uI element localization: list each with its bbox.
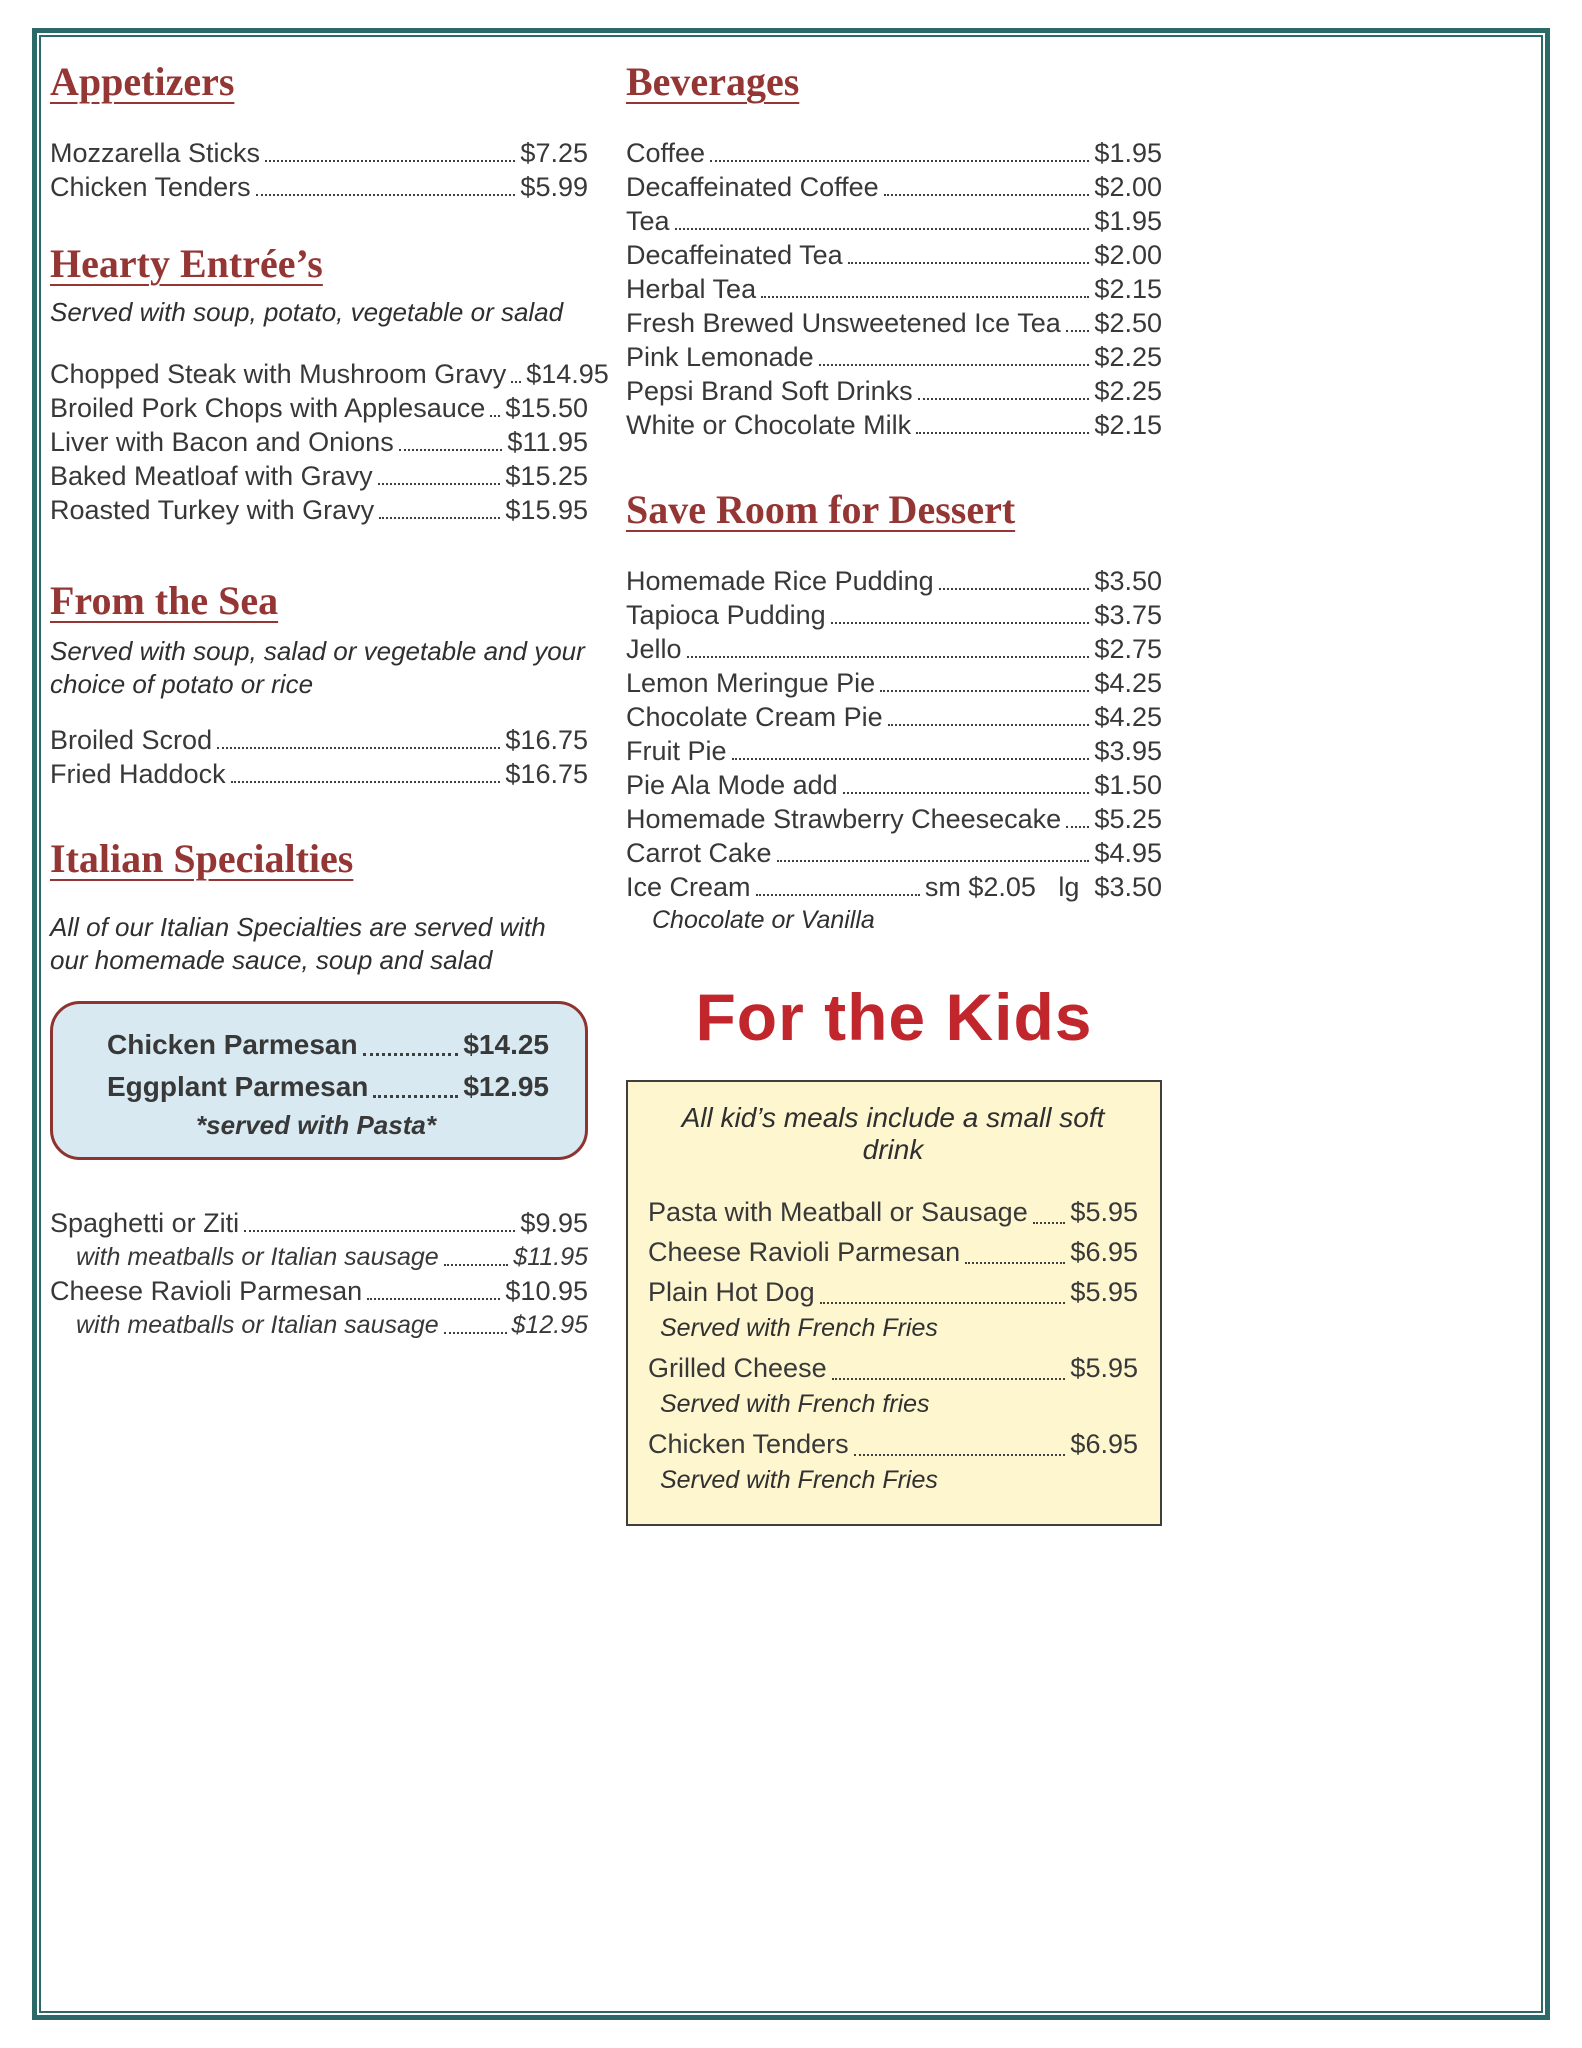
menu-item xyxy=(626,802,1162,836)
menu-item xyxy=(648,1272,1138,1312)
dot-leader xyxy=(399,449,503,451)
item-price: $12.95 xyxy=(463,1071,549,1102)
item-price: $5.95 xyxy=(1070,1353,1138,1383)
menu-item xyxy=(648,1424,1138,1464)
item-name: Broiled Pork Chops with Applesauce xyxy=(50,393,486,423)
item-name: Chopped Steak with Mushroom Gravy xyxy=(50,359,507,389)
dot-leader xyxy=(675,228,1090,230)
menu-item xyxy=(50,170,588,204)
item-price: $5.25 xyxy=(1094,804,1162,834)
right-column xyxy=(626,58,1162,1526)
section-beverages xyxy=(626,58,1162,442)
italian-box-items xyxy=(83,1024,549,1108)
menu-item xyxy=(50,1308,588,1342)
italian-specialties-box xyxy=(50,1001,588,1160)
dot-leader xyxy=(848,262,1090,264)
hearty-entrees-items xyxy=(50,357,609,527)
item-name: Pie Ala Mode add xyxy=(626,770,838,800)
kids-box-note: All kid’s meals include a small soft drink xyxy=(681,1102,1105,1165)
menu-item xyxy=(626,170,1162,204)
item-name: Cheese Ravioli Parmesan xyxy=(648,1237,961,1267)
menu-item xyxy=(626,306,1162,340)
section-hearty-entrees xyxy=(50,240,609,527)
menu-item xyxy=(626,564,1162,598)
item-price: $2.00 xyxy=(1094,240,1162,270)
dot-leader xyxy=(777,860,1090,862)
dot-leader xyxy=(710,160,1089,162)
item-name: with meatballs or Italian sausage xyxy=(76,1311,439,1339)
item-name: Jello xyxy=(626,634,682,664)
item-price: $2.15 xyxy=(1094,274,1162,304)
desserts-heading: Save Room for Dessert xyxy=(626,487,1016,532)
item-name: Liver with Bacon and Onions xyxy=(50,427,394,457)
beverages-items xyxy=(626,136,1162,442)
item-price: $4.25 xyxy=(1094,668,1162,698)
item-name: Herbal Tea xyxy=(626,274,757,304)
kids-box xyxy=(626,1080,1162,1526)
item-name: Roasted Turkey with Gravy xyxy=(50,495,375,525)
dot-leader xyxy=(843,792,1090,794)
dot-leader xyxy=(444,1332,507,1334)
item-name: Tea xyxy=(626,206,670,236)
item-name: Carrot Cake xyxy=(626,838,772,868)
menu-item xyxy=(50,493,588,527)
item-name: Fresh Brewed Unsweetened Ice Tea xyxy=(626,308,1061,338)
item-price: $12.95 xyxy=(511,1311,588,1339)
item-name: Cheese Ravioli Parmesan xyxy=(50,1276,363,1306)
dot-leader xyxy=(256,194,516,196)
item-price: $1.95 xyxy=(1094,138,1162,168)
dot-leader xyxy=(373,1095,458,1098)
item-name: Pasta with Meatball or Sausage xyxy=(648,1197,1028,1227)
kids-title: For the Kids xyxy=(695,980,1093,1054)
item-price: $10.95 xyxy=(505,1276,588,1306)
item-note: Chocolate or Vanilla xyxy=(652,906,875,934)
dot-leader xyxy=(831,622,1090,624)
item-price: $1.95 xyxy=(1094,206,1162,236)
italian-box-note: *served with Pasta* xyxy=(196,1110,436,1140)
item-name: Fried Haddock xyxy=(50,759,226,789)
menu-item xyxy=(83,1024,549,1066)
dot-leader xyxy=(916,432,1089,434)
dot-leader xyxy=(819,364,1090,366)
item-price: $16.75 xyxy=(505,759,588,789)
item-price: $11.95 xyxy=(507,427,588,457)
hearty-entrees-heading: Hearty Entrée’s xyxy=(50,241,323,286)
dot-leader xyxy=(1033,1222,1066,1224)
item-name: Plain Hot Dog xyxy=(648,1277,815,1307)
item-name: Decaffeinated Coffee xyxy=(626,172,879,202)
item-name: Grilled Cheese xyxy=(648,1353,827,1383)
dot-leader xyxy=(244,1230,515,1232)
italian-specialties-heading: Italian Specialties xyxy=(50,836,354,881)
dot-leader xyxy=(918,398,1090,400)
item-name: Pepsi Brand Soft Drinks xyxy=(626,376,913,406)
dot-leader xyxy=(880,690,1089,692)
menu-item xyxy=(626,700,1162,734)
menu-item xyxy=(626,598,1162,632)
menu-item xyxy=(50,459,588,493)
menu-item xyxy=(648,1232,1138,1272)
item-price: $9.95 xyxy=(520,1208,588,1238)
item-price: $6.95 xyxy=(1070,1237,1138,1267)
menu-item xyxy=(50,1206,588,1240)
section-desserts xyxy=(626,486,1162,936)
dot-leader xyxy=(761,296,1089,298)
item-price: $2.00 xyxy=(1094,172,1162,202)
item-note: Served with French Fries xyxy=(660,1466,938,1494)
menu-item xyxy=(626,734,1162,768)
section-for-the-kids xyxy=(626,982,1162,1526)
item-price: $2.25 xyxy=(1094,376,1162,406)
menu-item xyxy=(626,238,1162,272)
section-appetizers xyxy=(50,58,588,204)
section-italian-specialties xyxy=(50,835,588,1342)
dot-leader xyxy=(367,1298,500,1300)
menu-item xyxy=(626,768,1162,802)
left-column xyxy=(50,58,609,1526)
dot-leader xyxy=(965,1262,1065,1264)
item-name: Homemade Strawberry Cheesecake xyxy=(626,804,1062,834)
item-price: $2.15 xyxy=(1094,410,1162,440)
dot-leader xyxy=(231,781,501,783)
item-price: $1.50 xyxy=(1094,770,1162,800)
item-name: Tapioca Pudding xyxy=(626,600,826,630)
dot-leader xyxy=(832,1378,1066,1380)
item-name: Chicken Parmesan xyxy=(107,1029,358,1060)
menu-item xyxy=(626,204,1162,238)
appetizers-heading: Appetizers xyxy=(50,59,235,104)
item-name: Eggplant Parmesan xyxy=(107,1071,369,1102)
menu-item xyxy=(50,1274,588,1308)
item-price: $16.75 xyxy=(505,725,588,755)
menu-item xyxy=(50,136,588,170)
italian-specialties-items xyxy=(50,1206,588,1342)
dot-leader xyxy=(756,894,920,896)
dot-leader xyxy=(379,517,500,519)
item-price: $3.50 xyxy=(1094,566,1162,596)
dot-leader xyxy=(1066,330,1090,332)
dot-leader xyxy=(490,415,500,417)
item-price: $5.99 xyxy=(520,172,588,202)
dot-leader xyxy=(687,656,1090,658)
item-price: $5.95 xyxy=(1070,1277,1138,1307)
item-price: $2.25 xyxy=(1094,342,1162,372)
menu-item xyxy=(50,723,588,757)
menu-item xyxy=(626,374,1162,408)
italian-specialties-intro: All of our Italian Specialties are served with our homemade sauce, soup and salad xyxy=(50,912,546,975)
item-name: Lemon Meringue Pie xyxy=(626,668,876,698)
menu-item xyxy=(50,357,609,391)
dot-leader xyxy=(732,758,1090,760)
item-price: $4.95 xyxy=(1094,838,1162,868)
item-price: $11.95 xyxy=(513,1243,588,1271)
dot-leader xyxy=(265,160,515,162)
item-name: Homemade Rice Pudding xyxy=(626,566,934,596)
menu-item xyxy=(50,757,588,791)
item-note: Served with French Fries xyxy=(660,1314,938,1342)
appetizers-items xyxy=(50,136,588,204)
menu-item xyxy=(626,632,1162,666)
item-price: $15.50 xyxy=(505,393,588,423)
from-the-sea-intro: Served with soup, salad or vegetable and your choice of potato or rice xyxy=(50,636,585,699)
item-name: Baked Meatloaf with Gravy xyxy=(50,461,373,491)
item-price: $15.25 xyxy=(505,461,588,491)
item-price: $7.25 xyxy=(520,138,588,168)
kids-items xyxy=(648,1192,1138,1496)
menu-item xyxy=(626,340,1162,374)
item-price: $14.25 xyxy=(463,1029,549,1060)
item-price: $14.95 xyxy=(526,359,609,389)
menu-item xyxy=(626,836,1162,870)
item-name: Coffee xyxy=(626,138,706,168)
menu-item xyxy=(50,1240,588,1274)
menu-item xyxy=(50,391,588,425)
item-price: $3.75 xyxy=(1094,600,1162,630)
item-name: Chocolate Cream Pie xyxy=(626,702,883,732)
item-price: $2.75 xyxy=(1094,634,1162,664)
dot-leader xyxy=(888,724,1090,726)
from-the-sea-items xyxy=(50,723,588,791)
item-name: Decaffeinated Tea xyxy=(626,240,843,270)
item-price: $5.95 xyxy=(1070,1197,1138,1227)
item-name: Mozzarella Sticks xyxy=(50,138,261,168)
beverages-heading: Beverages xyxy=(626,59,800,104)
item-name: Broiled Scrod xyxy=(50,725,213,755)
item-name: with meatballs or Italian sausage xyxy=(76,1243,439,1271)
item-name: Chicken Tenders xyxy=(50,172,251,202)
menu-item xyxy=(648,1348,1138,1388)
item-name: Fruit Pie xyxy=(626,736,727,766)
item-name: Pink Lemonade xyxy=(626,342,814,372)
item-price: $3.95 xyxy=(1094,736,1162,766)
dot-leader xyxy=(884,194,1090,196)
item-price: $15.95 xyxy=(505,495,588,525)
menu-item xyxy=(50,425,588,459)
item-note: Served with French fries xyxy=(660,1390,930,1418)
dot-leader xyxy=(511,381,521,383)
menu-item xyxy=(83,1066,549,1108)
item-name: Chicken Tenders xyxy=(648,1429,849,1459)
dot-leader xyxy=(217,747,500,749)
menu-item xyxy=(626,136,1162,170)
item-name: White or Chocolate Milk xyxy=(626,410,912,440)
menu-item xyxy=(648,1192,1138,1232)
dot-leader xyxy=(1066,826,1089,828)
item-price: $6.95 xyxy=(1070,1429,1138,1459)
menu-content xyxy=(50,58,1162,1526)
hearty-entrees-intro: Served with soup, potato, vegetable or salad xyxy=(50,297,564,327)
item-price: $2.50 xyxy=(1094,308,1162,338)
desserts-items xyxy=(626,564,1162,936)
item-name: Ice Cream xyxy=(626,872,751,902)
dot-leader xyxy=(854,1454,1066,1456)
dot-leader xyxy=(444,1264,509,1266)
item-price: sm $2.05 lg $3.50 xyxy=(924,872,1162,902)
dot-leader xyxy=(378,483,501,485)
menu-item xyxy=(626,666,1162,700)
section-from-the-sea xyxy=(50,577,588,791)
dot-leader xyxy=(939,588,1090,590)
menu-item xyxy=(626,870,1162,904)
from-the-sea-heading: From the Sea xyxy=(50,578,279,623)
item-name: Spaghetti or Ziti xyxy=(50,1208,240,1238)
item-price: $4.25 xyxy=(1094,702,1162,732)
menu-item xyxy=(626,272,1162,306)
dot-leader xyxy=(363,1053,459,1056)
menu-item xyxy=(626,408,1162,442)
dot-leader xyxy=(820,1302,1066,1304)
